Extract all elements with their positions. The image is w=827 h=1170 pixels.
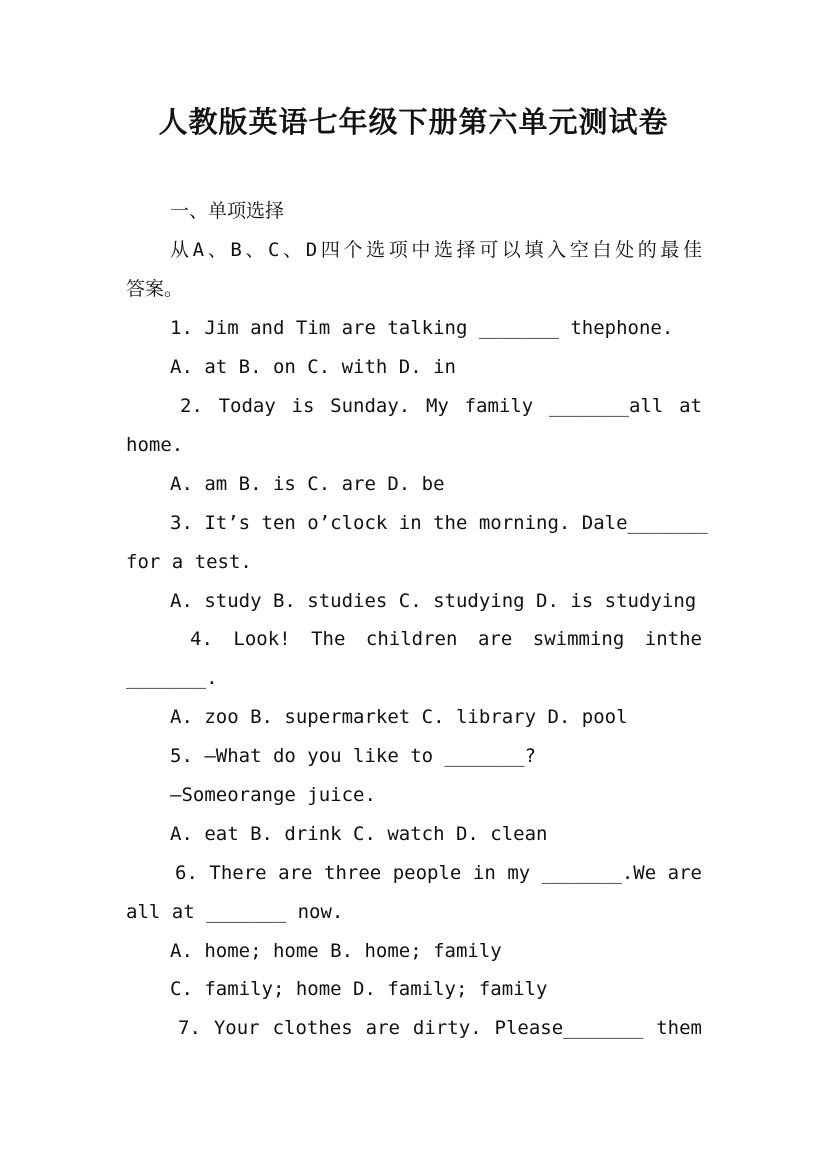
- question-5-options: A. eat B. drink C. watch D. clean: [170, 823, 548, 845]
- question-6-options-line-2: C. family; home D. family; family: [170, 978, 548, 1000]
- question-4-stem-line-1: 4. Look! The children are swimming inthe: [190, 628, 702, 650]
- question-6-stem-line-2: all at _______ now.: [126, 901, 344, 923]
- question-3-stem-line-1: 3. It’s ten o’clock in the morning. Dale_______: [170, 512, 708, 534]
- question-3-options: A. study B. studies C. studying D. is studying: [170, 590, 697, 612]
- document-title: 人教版英语七年级下册第六单元测试卷: [158, 105, 669, 139]
- question-2-options: A. am B. is C. are D. be: [170, 473, 445, 495]
- question-5-stem-line-1: 5. —What do you like to _______?: [170, 745, 537, 767]
- question-2-stem-line-2: home.: [126, 434, 184, 456]
- question-6-stem-line-1: 6. There are three people in my _______.We are: [175, 862, 702, 884]
- question-1-options: A. at B. on C. with D. in: [170, 356, 456, 378]
- instruction-line-1: 从A、B、C、D四个选项中选择可以填入空白处的最佳: [170, 239, 702, 261]
- question-7-stem-line-1: 7. Your clothes are dirty. Please_______ them: [178, 1017, 702, 1039]
- question-1-stem: 1. Jim and Tim are talking _______ thephone.: [170, 317, 674, 339]
- question-3-stem-line-2: for a test.: [126, 551, 252, 573]
- question-4-stem-line-2: _______.: [126, 667, 218, 689]
- question-4-options: A. zoo B. supermarket C. library D. pool: [170, 706, 628, 728]
- section-heading: 一、单项选择: [170, 200, 285, 222]
- question-2-stem-line-1: 2. Today is Sunday. My family _______all at: [180, 395, 702, 417]
- instruction-line-2: 答案。: [126, 278, 184, 300]
- question-5-stem-line-2: —Someorange juice.: [170, 784, 376, 806]
- question-6-options-line-1: A. home; home B. home; family: [170, 940, 502, 962]
